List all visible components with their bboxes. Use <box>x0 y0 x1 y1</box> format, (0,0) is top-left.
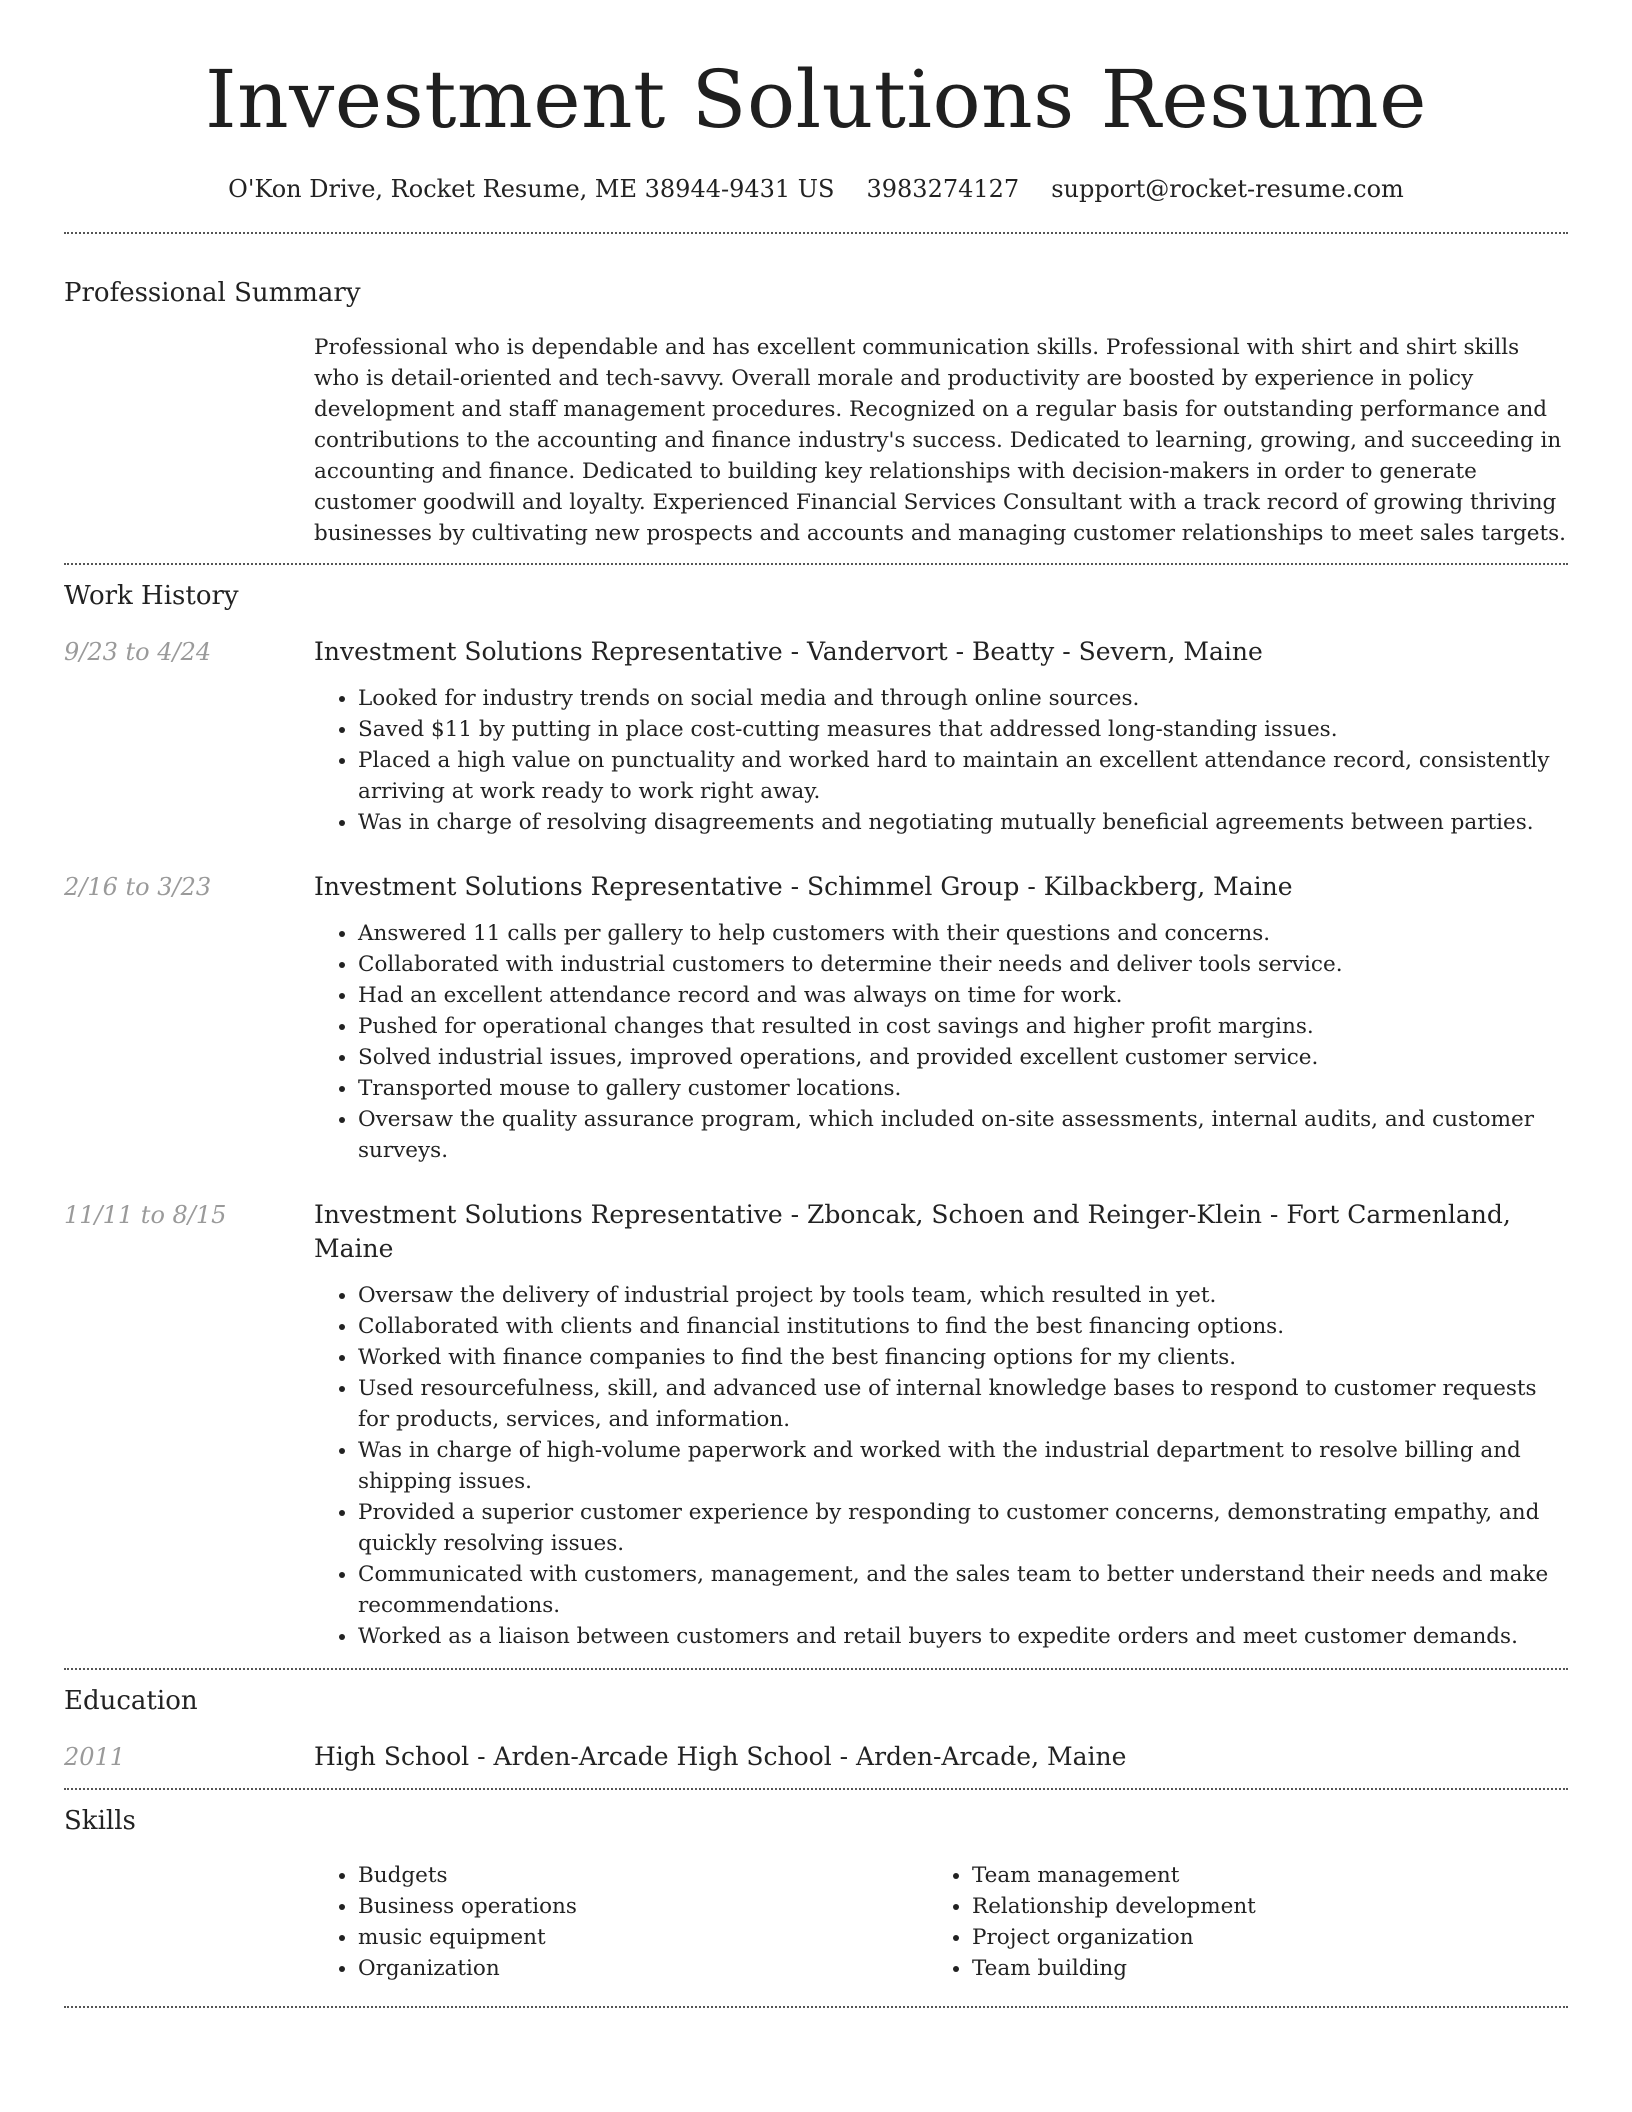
list-item: • Worked with finance companies to find the best financing options for my clients. <box>358 1342 1568 1373</box>
list-item: • Pushed for operational changes that resulted in cost savings and higher profit margins. <box>358 1011 1568 1042</box>
contact-line <box>64 172 1568 206</box>
list-item: • Worked as a liaison between customers and retail buyers to expedite orders and meet customer demands. <box>358 1621 1568 1652</box>
list-item: • Placed a high value on punctuality and worked hard to maintain an excellent attendance record, consistently arriving at work ready to work right away. <box>358 745 1568 807</box>
skills-column-right <box>928 1860 1542 1984</box>
list-item: • Collaborated with clients and financial institutions to find the best financing options. <box>358 1311 1568 1342</box>
contact-phone: 3983274127 <box>866 175 1020 203</box>
list-item: • Had an excellent attendance record and was always on time for work. <box>358 980 1568 1011</box>
education-year: 2011 <box>64 1743 126 1771</box>
list-item: • Saved $11 by putting in place cost-cutting measures that addressed long-standing issues. <box>358 714 1568 745</box>
list-item: • Oversaw the quality assurance program, which included on-site assessments, internal audits, and customer surveys. <box>358 1104 1568 1166</box>
list-item: • Was in charge of high-volume paperwork and worked with the industrial department to resolve billing and shipping issues. <box>358 1435 1568 1497</box>
list-item: • Used resourcefulness, skill, and advanced use of internal knowledge bases to respond to customer requests for products, services, and information. <box>358 1373 1568 1435</box>
skill-item: • Budgets <box>358 1860 928 1891</box>
section-heading-skills: Skills <box>64 1806 136 1836</box>
list-item: • Communicated with customers, management, and the sales team to better understand their needs and make recommendations. <box>358 1559 1568 1621</box>
skill-item: • Project organization <box>972 1922 1542 1953</box>
section-heading-education: Education <box>64 1686 198 1716</box>
job-bullets <box>314 918 1568 1166</box>
skill-item: • Team management <box>972 1860 1542 1891</box>
list-item: • Answered 11 calls per gallery to help customers with their questions and concerns. <box>358 918 1568 949</box>
skill-item: • music equipment <box>358 1922 928 1953</box>
section-heading-work-history: Work History <box>64 581 239 611</box>
work-dates: 11/11 to 8/15 <box>64 1201 227 1229</box>
contact-address: O'Kon Drive, Rocket Resume, ME 38944-9431 US <box>228 175 835 203</box>
job-bullets <box>314 1280 1568 1652</box>
job-title: Investment Solutions Representative - Vandervort - Beatty - Severn, Maine <box>314 637 1263 666</box>
list-item: • Oversaw the delivery of industrial project by tools team, which resulted in yet. <box>358 1280 1568 1311</box>
list-item: • Transported mouse to gallery customer locations. <box>358 1073 1568 1104</box>
list-item: • Was in charge of resolving disagreements and negotiating mutually beneficial agreements between parties. <box>358 807 1568 838</box>
resume-page <box>64 0 1568 2008</box>
page-title: Investment Solutions Resume <box>204 53 1427 146</box>
skill-item: • Relationship development <box>972 1891 1542 1922</box>
work-entry <box>64 1198 1568 1652</box>
contact-email: support@rocket-resume.com <box>1051 175 1404 203</box>
list-item: • Looked for industry trends on social media and through online sources. <box>358 683 1568 714</box>
work-entry <box>64 870 1568 1166</box>
work-entry <box>64 635 1568 838</box>
work-dates: 9/23 to 4/24 <box>64 638 212 666</box>
job-bullets <box>314 683 1568 838</box>
job-title: Investment Solutions Representative - Schimmel Group - Kilbackberg, Maine <box>314 872 1293 901</box>
work-dates: 2/16 to 3/23 <box>64 873 212 901</box>
skill-item: • Team building <box>972 1953 1542 1984</box>
skills-list <box>314 1860 1568 1984</box>
skill-item: • Organization <box>358 1953 928 1984</box>
list-item: • Solved industrial issues, improved operations, and provided excellent customer service. <box>358 1042 1568 1073</box>
summary-text: Professional who is dependable and has excellent communication skills. Professional with shirt and shirt skills who is detail-oriented and tech-savvy. Overall morale and productivity are boosted by experience in policy development and staff management procedures. Recognized on a regular basis for outstanding performance and contributions to the accounting and finance industry's success. Dedicated to learning, growing, and succeeding in accounting and finance. Dedicated to building key relationships with decision-makers in order to generate customer goodwill and loyalty. Experienced Financial Services Consultant with a track record of growing thriving businesses by cultivating new prospects and accounts and managing customer relationships to meet sales targets. <box>314 335 1566 546</box>
list-item: • Provided a superior customer experience by responding to customer concerns, demonstrating empathy, and quickly resolving issues. <box>358 1497 1568 1559</box>
skill-item: • Business operations <box>358 1891 928 1922</box>
education-entry <box>64 1740 1568 1774</box>
divider <box>64 2006 1568 2008</box>
job-title: Investment Solutions Representative - Zboncak, Schoen and Reinger-Klein - Fort Carmenland, Maine <box>314 1200 1511 1263</box>
section-heading-summary: Professional Summary <box>64 278 361 308</box>
education-detail: High School - Arden-Arcade High School - Arden-Arcade, Maine <box>314 1742 1127 1771</box>
skills-column-left <box>314 1860 928 1984</box>
list-item: • Collaborated with industrial customers to determine their needs and deliver tools service. <box>358 949 1568 980</box>
